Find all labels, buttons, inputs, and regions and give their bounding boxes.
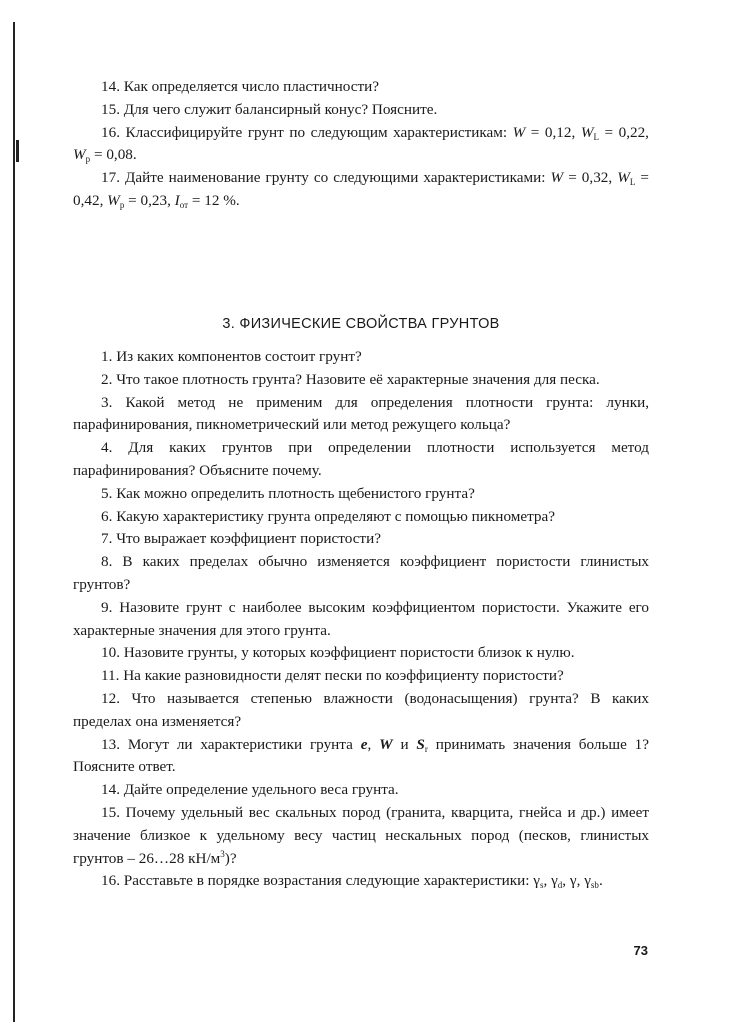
question-12: 12. Что называется степенью влажности (водонасыщения) грунта? В каких пределах она изменяется? (73, 689, 649, 730)
question-14: 14. Дайте определение удельного веса грунта. (101, 781, 399, 799)
question-13: 13. Могут ли характеристики грунта e, W и $S_r$ принимать значения больше 1? Поясните ответ. (73, 735, 649, 776)
scan-mark (16, 140, 19, 162)
question-2: 2. Что такое плотность грунта? Назовите её характерные значения для песка. (101, 370, 600, 388)
section-title: 3. ФИЗИЧЕСКИЕ СВОЙСТВА ГРУНТОВ (222, 316, 500, 332)
question-16: 16. Расставьте в порядке возрастания следующие характеристики: $\gamma_s$, $\gamma_d$, γ, $\gamma_{sb}$. (101, 872, 603, 891)
question-16-prev: 16. Классифицируйте грунт по следующим характеристикам: W = 0,12, $W_L = 0,22$, $W_p = 0,08$. (73, 123, 649, 165)
question-15: 15. Почему удельный вес скальных пород (гранита, кварцита, гнейса и др.) имеет значение близкое к удельному весу частиц нескальных пород (песков, глинистых грунтов – 26…28 $кН/м^3$)? (73, 803, 649, 867)
question-11: 11. На какие разновидности делят пески по коэффициенту пористости? (101, 667, 564, 685)
question-14-prev: 14. Как определяется число пластичности? (101, 78, 380, 95)
question-15-prev: 15. Для чего служит балансирный конус? Поясните. (101, 100, 438, 118)
section-questions (73, 346, 649, 893)
question-4: 4. Для каких грунтов при определении плотности используется метод парафинирования? Объясните почему. (73, 439, 649, 479)
previous-questions (73, 76, 649, 213)
question-8: 8. В каких пределах обычно изменяется коэффициент пористости глинистых грунтов? (73, 553, 649, 593)
question-10: 10. Назовите грунты, у которых коэффициент пористости близок к нулю. (101, 644, 575, 662)
question-17-prev: 17. Дайте наименование грунту со следующими характеристиками: W = 0,32, $W_L = 0,42$, $W_p = 0,23$, $I_{от} = 12$ %. (73, 169, 649, 210)
scan-edge-line (13, 22, 15, 1022)
page-number: 73 (633, 943, 648, 958)
question-5: 5. Как можно определить плотность щебенистого грунта? (101, 484, 475, 502)
question-3: 3. Какой метод не применим для определения плотности грунта: лунки, парафинирования, пикнометрический или метод режущего кольца? (73, 393, 649, 434)
question-7: 7. Что выражает коэффициент пористости? (101, 530, 381, 548)
question-1: 1. Из каких компонентов состоит грунт? (101, 348, 362, 365)
question-9: 9. Назовите грунт с наиболее высоким коэффициентом пористости. Укажите его характерные значения для этого грунта. (73, 598, 649, 639)
question-6: 6. Какую характеристику грунта определяют с помощью пикнометра? (101, 507, 555, 525)
